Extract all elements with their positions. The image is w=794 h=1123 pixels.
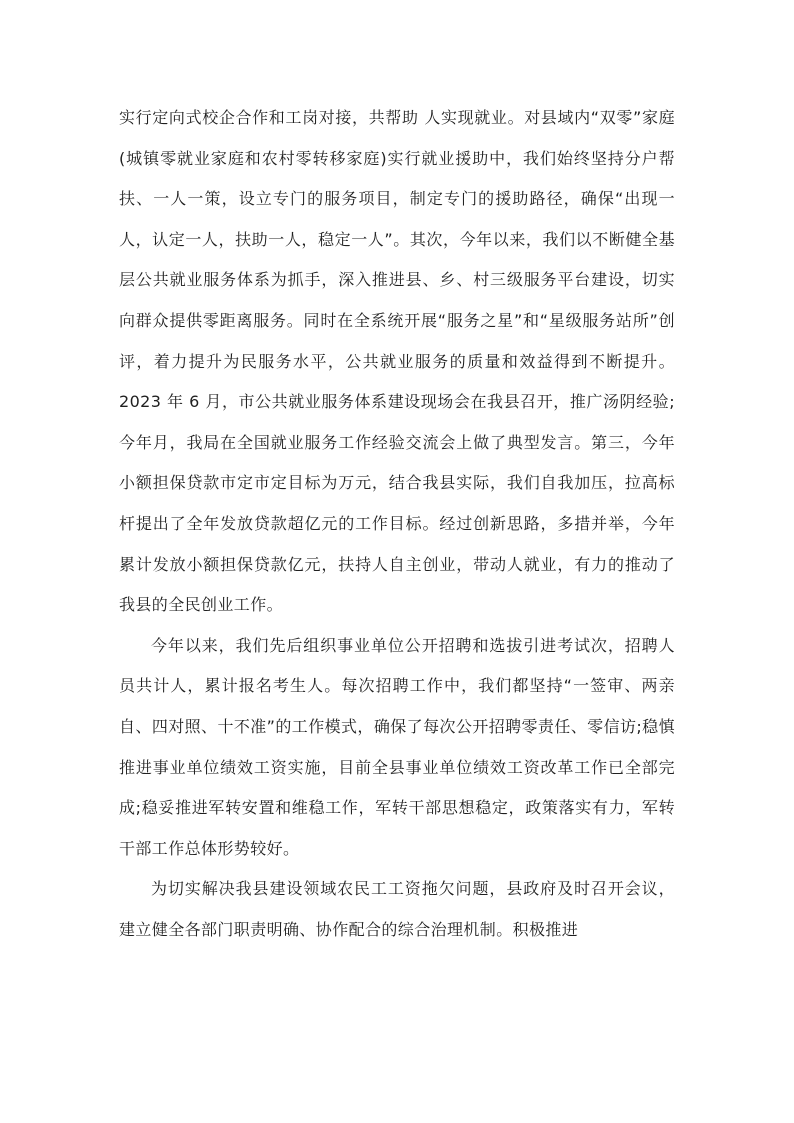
paragraph-employment-services: 实行定向式校企合作和工岗对接，共帮助 人实现就业。对县域内“双零”家庭(城镇零就业家庭和农村零转移家庭)实行就业援助中，我们始终坚持分户帮扶、一人一策，设立专门的服务项目，制定专门的援助路径，确保“出现一人，认定一人，扶助一人，稳定一人”。其次，今年以来，我们以不断健全基层公共就业服务体系为抓手，深入推进县、乡、村三级服务平台建设，切实向群众提供零距离服务。同时在全系统开展“服务之星”和“星级服务站所”创评，着力提升为民服务水平，公共就业服务的质量和效益得到不断提升。2023 年 6 月，市公共就业服务体系建设现场会在我县召开，推广汤阴经验;今年月，我局在全国就业服务工作经验交流会上做了典型发言。第三，今年小额担保贷款市定市定目标为万元，结合我县实际，我们自我加压，拉高标杆提出了全年发放贷款超亿元的工作目标。经过创新思路，多措并举，今年累计发放小额担保贷款亿元，扶持人自主创业，带动人就业，有力的推动了我县的全民创业工作。 <box>119 108 675 615</box>
document-body <box>119 98 675 950</box>
paragraph-public-recruitment: 今年以来，我们先后组织事业单位公开招聘和选拔引进考试次，招聘人员共计人，累计报名考生人。每次招聘工作中，我们都坚持“一签审、两亲自、四对照、十不准”的工作模式，确保了每次公开招聘零责任、零信访;稳慎推进事业单位绩效工资实施，目前全县事业单位绩效工资改革工作已全部完成;稳妥推进军转安置和维稳工作，军转干部思想稳定，政策落实有力，军转干部工作总体形势较好。 <box>119 635 675 858</box>
paragraph-migrant-wages: 为切实解决我县建设领域农民工工资拖欠问题，县政府及时召开会议，建立健全各部门职责明确、协作配合的综合治理机制。积极推进 <box>119 879 675 939</box>
